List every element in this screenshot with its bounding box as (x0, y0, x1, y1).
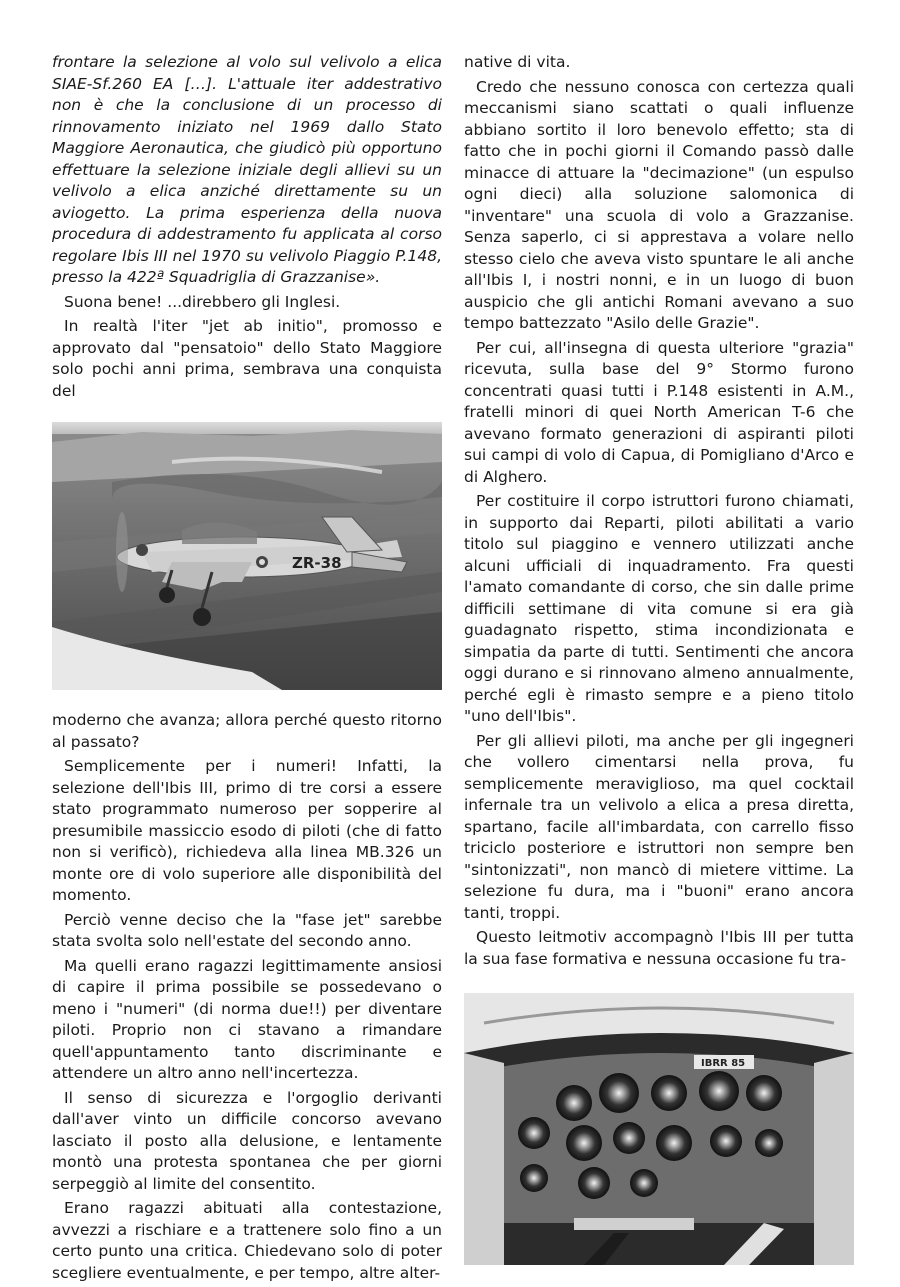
paragraph: Ma quelli erano ragazzi legittimamente ansiosi di capire il prima possibile se possedevano o meno i "numeri" (di norma due!!) per diventare piloti. Proprio non ci stavano a rimandare quell'appuntamento tanto discriminante e attendere un altro anno nell'incertezza. (52, 956, 442, 1082)
paragraph: Questo leitmotiv accompagnò l'Ibis III per tutta la sua fase formativa e nessuna occasione fu tra- (464, 928, 854, 968)
paragraph: native di vita. (464, 53, 571, 71)
paragraph: Suona bene! ...direbbero gli Inglesi. (64, 292, 341, 311)
plane-photo-graphic (52, 422, 442, 690)
paragraph: Il senso di sicurezza e l'orgoglio derivanti dall'aver vinto un difficile concorso avevano lasciato il posto alla delusione, e lentamente montò una protesta spontanea che per giorni serpeggiò al limite del consentito. (52, 1088, 442, 1193)
panel-placard-text: IBRR 85 (701, 1058, 746, 1069)
paragraph: Erano ragazzi abituati alla contestazione, avvezzi a rischiare e a trattenere solo fino a un certo punto una critica. Chiedevano solo di poter scegliere eventualmente, e per tempo, altre alter- (52, 1199, 442, 1282)
quote-paragraph: frontare la selezione al volo sul velivolo a elica SIAE-Sf.260 EA […]. L'attuale iter addestrativo non è che la conclusione di un processo di rinnovamento iniziato nel 1969 dallo Stato Maggiore Aeronautica, che giudicò più opportuno effettuare la selezione iniziale degli allievi su un velivolo a elica anziché direttamente su un aviogetto. La prima esperienza della nuova procedura di addestramento fu applicata al corso regolare Ibis III nel 1970 su velivolo Piaggio P.148, presso la 422ª Squadriglia di Grazzanise». (52, 53, 442, 286)
paragraph: In realtà l'iter "jet ab initio", promosso e approvato dal "pensatoio" dello Stato Maggiore solo pochi anni prima, sembrava una conquista del (52, 317, 442, 400)
plane-marking: ZR-38 (292, 554, 342, 572)
right-column (464, 52, 854, 1265)
paragraph: Per gli allievi piloti, ma anche per gli ingegneri che vollero cimentarsi nella prova, fu semplicemente meraviglioso, ma quel cocktail infernale tra un velivolo a elica a presa diretta, spartano, facile all'imbardata, con carrello fisso triciclo posteriore e istruttori non sempre ben "sintonizzati", non mancò di mietere vittime. La selezione fu dura, ma i "buoni" erano ancora tanti, troppi. (464, 731, 854, 922)
cockpit-photo-graphic (464, 993, 854, 1265)
paragraph: Perciò venne deciso che la "fase jet" sarebbe stata svolta solo nell'estate del secondo anno. (52, 910, 442, 950)
left-column (52, 52, 442, 1287)
photo-cockpit-panel (464, 993, 854, 1265)
photo-plane-in-flight (52, 422, 442, 690)
paragraph: Per cui, all'insegna di questa ulteriore "grazia" ricevuta, sulla base del 9° Stormo furono concentrati quasi tutti i P.148 esistenti in A.M., fratelli minori di quei North American T-6 che avevano formato generazioni di aspiranti piloti sui campi di volo di Capua, di Pomigliano d'Arco e di Alghero. (464, 338, 854, 486)
paragraph: Credo che nessuno conosca con certezza quali meccanismi siano scattati o quali influenze abbiano sortito il loro benevolo effetto; sta di fatto che in pochi giorni il Comando passò dalle minacce di attuare la "decimazione" (un espulso ogni dieci) alla soluzione salomonica di "inventare" una scuola di volo a Grazzanise. Senza saperlo, ci si apprestava a volare nello stesso cielo che aveva visto spuntare le ali anche all'Ibis I, i nostri nonni, e in un luogo di buon auspicio che gli antichi Romani avevano a suo tempo battezzato "Asilo delle Grazie". (464, 77, 854, 332)
paragraph: Per costituire il corpo istruttori furono chiamati, in supporto dai Reparti, piloti abilitati a vario titolo sul piaggino e vennero utilizzati anche alcuni ufficiali di inquadramento. Fra questi l'amato comandante di corso, che sin dalle prime difficili settimane di vita comune si era già guadagnato rispetto, stima incondizionata e simpatia da parte di tutti. Sentimenti che ancora oggi durano e si rinnovano almeno annualmente, perché egli è rimasto sempre e a pieno titolo "uno dell'Ibis". (464, 492, 854, 725)
paragraph: Semplicemente per i numeri! Infatti, la selezione dell'Ibis III, primo di tre corsi a essere stato programmato numeroso per sopperire al presumibile massiccio esodo di piloti (che di fatto non si verificò), richiedeva alla linea MB.326 un monte ore di volo superiore alle disponibilità del momento. (52, 757, 442, 904)
paragraph: moderno che avanza; allora perché questo ritorno al passato? (52, 711, 442, 751)
